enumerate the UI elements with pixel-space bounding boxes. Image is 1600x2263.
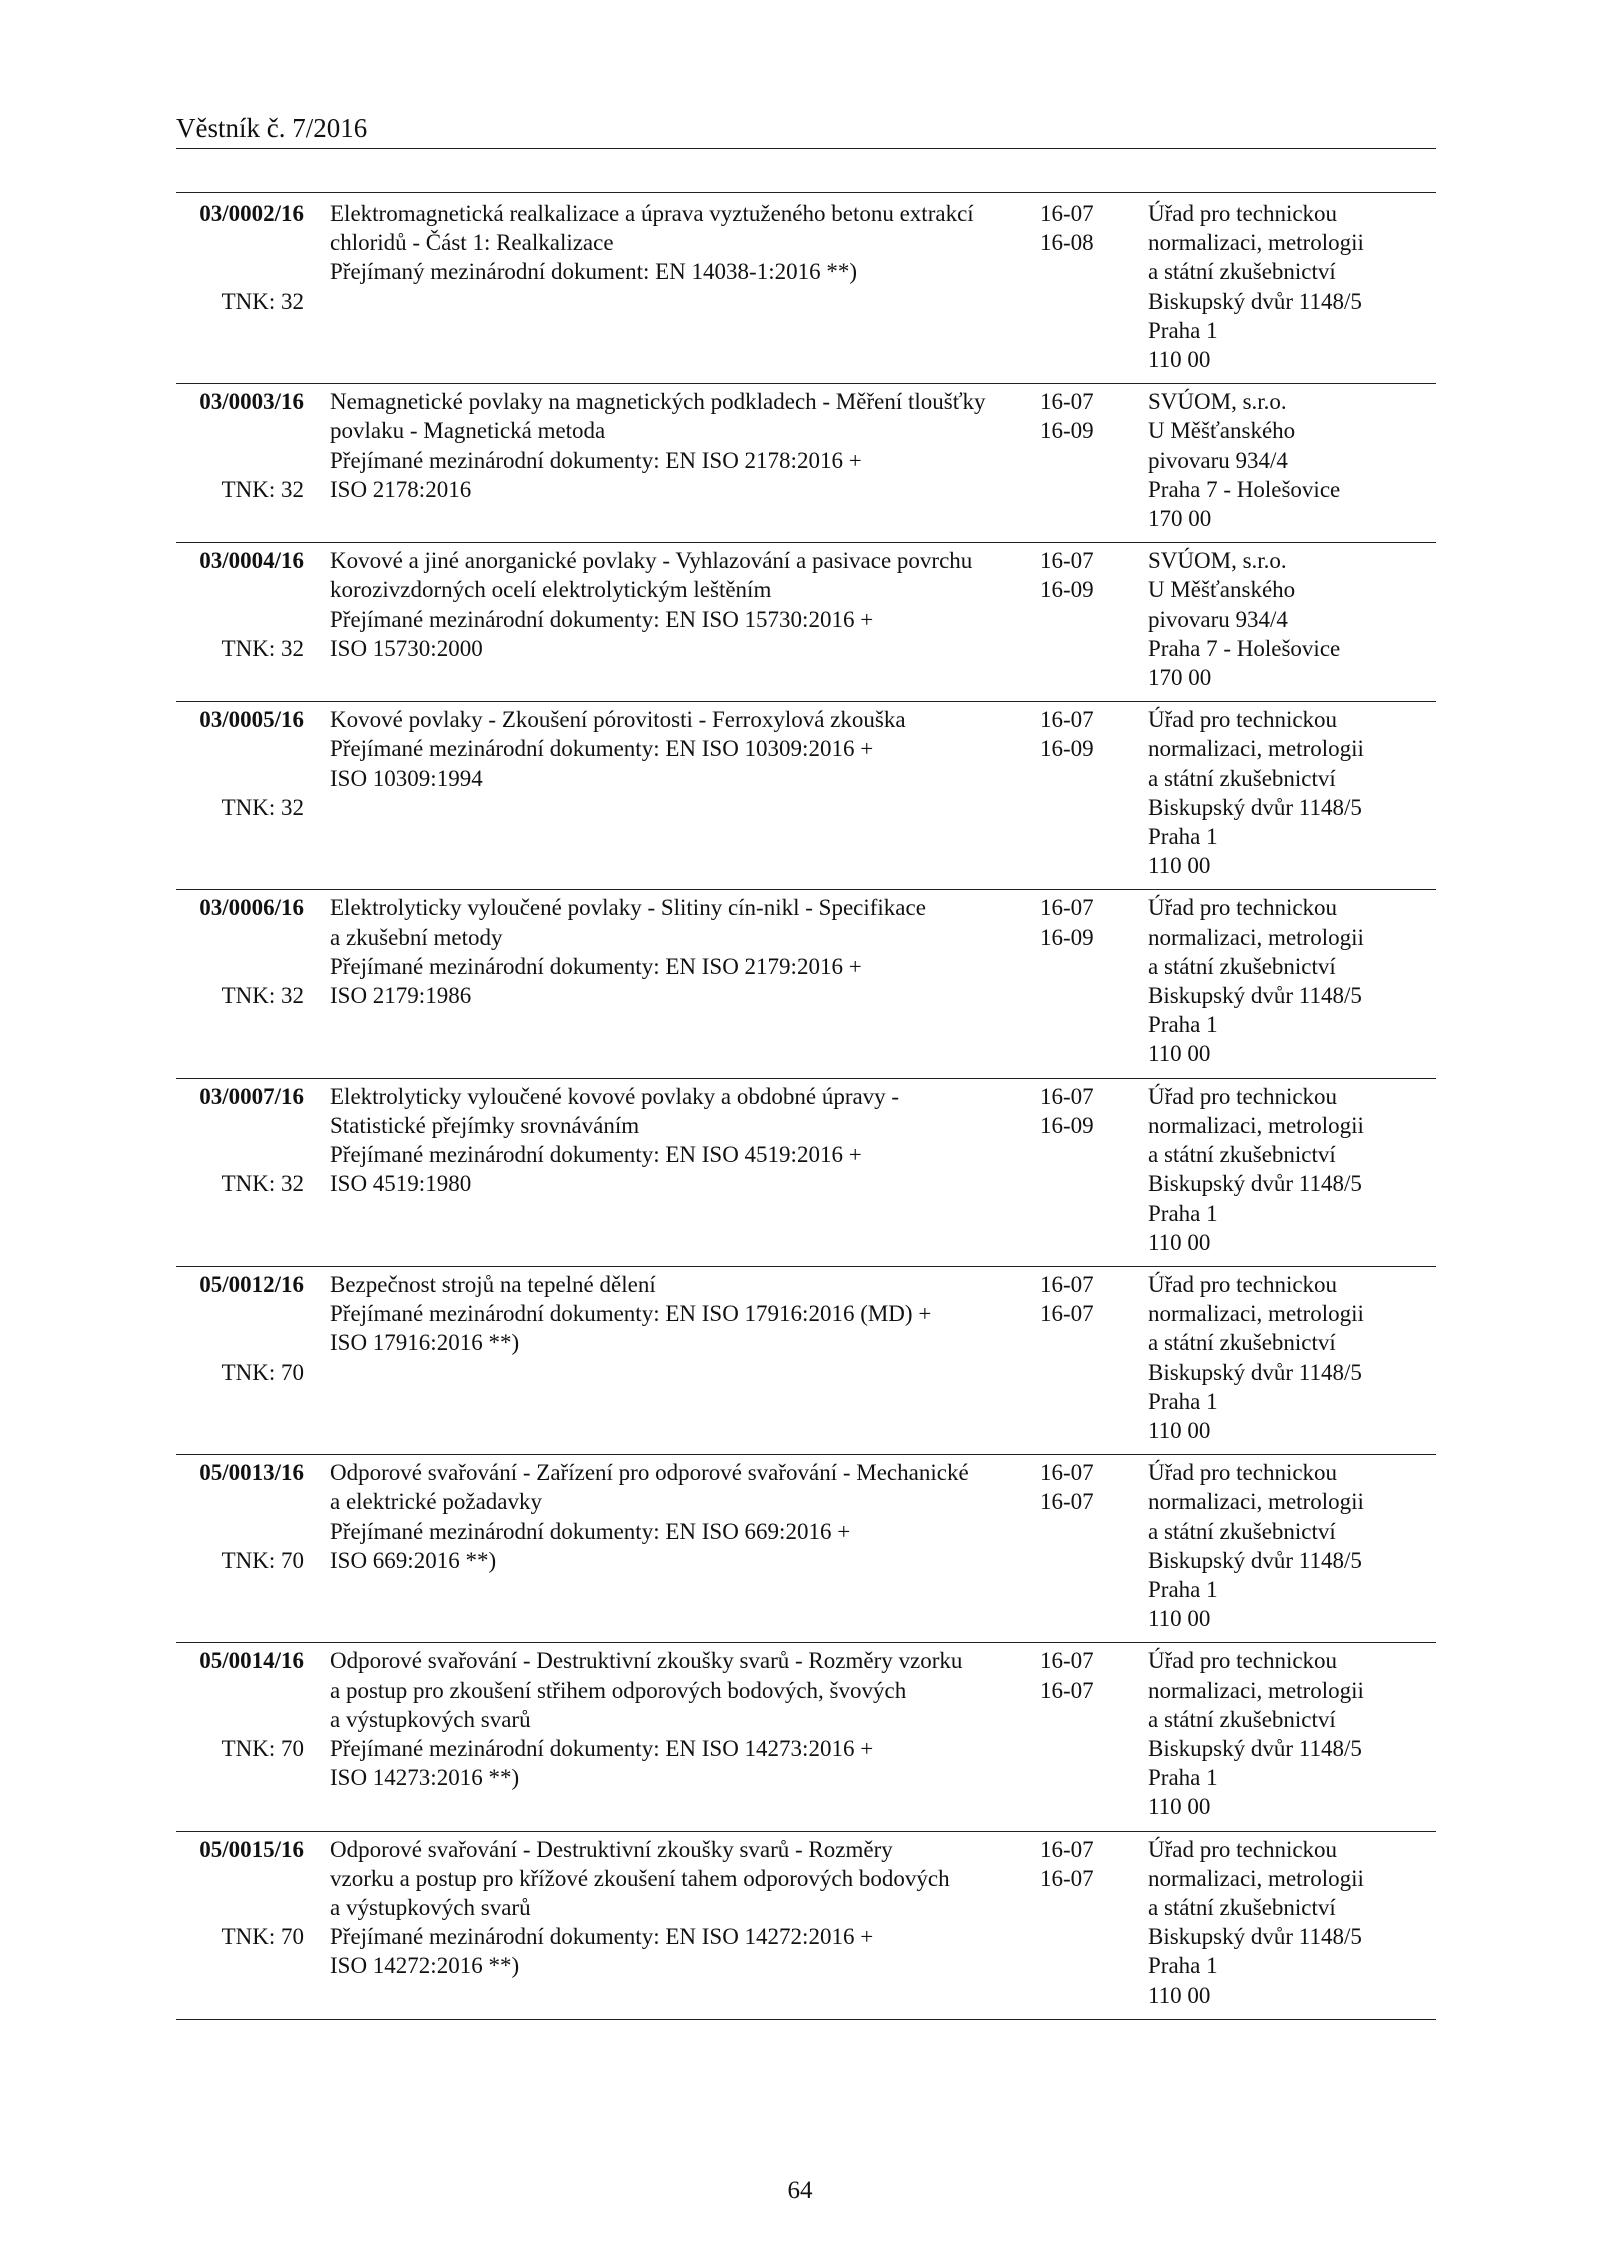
- entry-title-cell: [304, 702, 1030, 890]
- org-line: Praha 7 - Holešovice: [1148, 476, 1341, 502]
- entry-id: 03/0002/16: [199, 201, 304, 226]
- entry-dates-cell: [1030, 1831, 1140, 2019]
- entry-id-cell: [176, 702, 304, 890]
- tnk-label: TNK: 70: [221, 1924, 304, 1950]
- entry-org-cell: [1140, 543, 1436, 702]
- title-line: ISO 4519:1980: [330, 1171, 472, 1197]
- entry-id: 05/0014/16: [199, 1648, 304, 1674]
- org-line: normalizaci, metrologii: [1148, 230, 1364, 256]
- org-line: Praha 1: [1148, 1200, 1218, 1226]
- id-spacer: [176, 575, 304, 604]
- entry-dates-cell: [1030, 1455, 1140, 1643]
- title-line: Kovové a jiné anorganické povlaky - Vyhlazování a pasivace povrchu: [330, 548, 973, 574]
- page-number: 64: [787, 2177, 813, 2204]
- table-row: [176, 702, 1436, 890]
- entry-org-cell: [1140, 1643, 1436, 1831]
- id-spacer: [176, 1676, 304, 1705]
- date-value: 16-07: [1040, 1489, 1094, 1515]
- entry-title-cell: [304, 1078, 1030, 1266]
- title-line: Bezpečnost strojů na tepelné dělení: [330, 1271, 656, 1297]
- id-spacer: [176, 1111, 304, 1140]
- title-line: Statistické přejímky srovnáváním: [330, 1112, 640, 1138]
- date-value: 16-07: [1040, 895, 1094, 921]
- org-line: pivovaru 934/4: [1148, 447, 1288, 473]
- table-row: [176, 1643, 1436, 1831]
- date-value: 16-07: [1040, 548, 1094, 574]
- org-line: SVÚOM, s.r.o.: [1148, 389, 1287, 415]
- org-line: Úřad pro technickou: [1148, 707, 1338, 733]
- id-spacer: [176, 734, 304, 763]
- title-line: Nemagnetické povlaky na magnetických podkladech - Měření tloušťky: [330, 389, 986, 415]
- entry-title-cell: [304, 890, 1030, 1078]
- title-line: Přejímané mezinárodní dokumenty: EN ISO 2179:2016 +: [330, 953, 862, 979]
- entry-dates-cell: [1030, 1078, 1140, 1266]
- id-spacer: [176, 1487, 304, 1516]
- org-line: Praha 1: [1148, 824, 1218, 850]
- org-line: normalizaci, metrologii: [1148, 1489, 1364, 1515]
- id-spacer: [176, 923, 304, 952]
- date-value: 16-07: [1040, 1648, 1094, 1674]
- org-line: Biskupský dvůr 1148/5: [1148, 1359, 1362, 1385]
- org-line: a státní zkušebnictví: [1148, 1142, 1336, 1168]
- id-spacer: [176, 952, 304, 981]
- entry-dates-cell: [1030, 1266, 1140, 1454]
- title-line: ISO 669:2016 **): [330, 1547, 497, 1573]
- id-spacer: [176, 1517, 304, 1546]
- date-value: 16-07: [1040, 1865, 1094, 1891]
- org-line: normalizaci, metrologii: [1148, 1112, 1364, 1138]
- entry-org-cell: [1140, 702, 1436, 890]
- entry-org-cell: [1140, 1266, 1436, 1454]
- date-value: 16-09: [1040, 736, 1094, 762]
- entry-org-cell: [1140, 1078, 1436, 1266]
- table-row: [176, 890, 1436, 1078]
- entry-id: 05/0013/16: [199, 1460, 304, 1486]
- title-line: ISO 14273:2016 **): [330, 1765, 520, 1791]
- org-line: 110 00: [1148, 1794, 1211, 1820]
- org-line: Úřad pro technickou: [1148, 201, 1338, 226]
- org-line: Biskupský dvůr 1148/5: [1148, 1735, 1362, 1761]
- entry-id-cell: [176, 1078, 304, 1266]
- title-line: ISO 10309:1994: [330, 765, 483, 791]
- date-value: 16-07: [1040, 1271, 1094, 1297]
- id-spacer: [176, 605, 304, 634]
- org-line: Úřad pro technickou: [1148, 895, 1338, 921]
- date-value: 16-07: [1040, 1460, 1094, 1486]
- org-line: a státní zkušebnictví: [1148, 259, 1336, 285]
- id-spacer: [176, 1140, 304, 1169]
- table-row: [176, 1266, 1436, 1454]
- entry-org-cell: [1140, 1831, 1436, 2019]
- org-line: 110 00: [1148, 1982, 1211, 2008]
- tnk-label: TNK: 32: [221, 635, 304, 661]
- title-line: a postup pro zkoušení střihem odporových bodových, švových: [330, 1677, 907, 1703]
- org-line: Úřad pro technickou: [1148, 1271, 1338, 1297]
- title-line: Odporové svařování - Zařízení pro odporové svařování - Mechanické: [330, 1460, 969, 1486]
- org-line: 110 00: [1148, 1606, 1211, 1632]
- table-top-rule: [176, 192, 1436, 193]
- org-line: normalizaci, metrologii: [1148, 736, 1364, 762]
- org-line: pivovaru 934/4: [1148, 606, 1288, 632]
- entry-id-cell: [176, 890, 304, 1078]
- entry-id-cell: [176, 384, 304, 543]
- org-line: Úřad pro technickou: [1148, 1836, 1338, 1862]
- date-value: 16-09: [1040, 418, 1094, 444]
- entry-id: 03/0007/16: [199, 1083, 304, 1109]
- title-line: Přejímané mezinárodní dokumenty: EN ISO 10309:2016 +: [330, 736, 874, 762]
- org-line: normalizaci, metrologii: [1148, 924, 1364, 950]
- org-line: Praha 1: [1148, 1765, 1218, 1791]
- table-row: [176, 196, 1436, 384]
- title-line: a výstupkových svarů: [330, 1706, 531, 1732]
- table-row: [176, 384, 1436, 543]
- org-line: 170 00: [1148, 506, 1212, 532]
- title-line: Přejímané mezinárodní dokumenty: EN ISO 669:2016 +: [330, 1518, 851, 1544]
- title-line: a výstupkových svarů: [330, 1894, 531, 1920]
- tnk-label: TNK: 70: [221, 1735, 304, 1761]
- id-spacer: [176, 1893, 304, 1922]
- date-value: 16-09: [1040, 1112, 1094, 1138]
- org-line: Biskupský dvůr 1148/5: [1148, 1171, 1362, 1197]
- title-line: a zkušební metody: [330, 924, 503, 950]
- date-value: 16-07: [1040, 707, 1094, 733]
- entry-org-cell: [1140, 196, 1436, 384]
- entry-id: 03/0004/16: [199, 548, 304, 574]
- title-line: Přejímané mezinárodní dokumenty: EN ISO 14273:2016 +: [330, 1735, 874, 1761]
- entry-title-cell: [304, 1831, 1030, 2019]
- title-line: korozivzdorných ocelí elektrolytickým leštěním: [330, 577, 772, 603]
- date-value: 16-08: [1040, 230, 1094, 256]
- entry-id-cell: [176, 1455, 304, 1643]
- title-line: ISO 2178:2016: [330, 476, 472, 502]
- org-line: Praha 7 - Holešovice: [1148, 635, 1341, 661]
- tnk-label: TNK: 32: [221, 1171, 304, 1197]
- date-value: 16-07: [1040, 1083, 1094, 1109]
- page-header: [176, 112, 1436, 149]
- entry-id: 05/0015/16: [199, 1836, 304, 1862]
- id-spacer: [176, 228, 304, 257]
- date-value: 16-09: [1040, 577, 1094, 603]
- entry-dates-cell: [1030, 890, 1140, 1078]
- table-row: [176, 543, 1436, 702]
- org-line: a státní zkušebnictví: [1148, 1330, 1336, 1356]
- tnk-label: TNK: 70: [221, 1359, 304, 1385]
- entry-title-cell: [304, 384, 1030, 543]
- date-value: 16-07: [1040, 1301, 1094, 1327]
- org-line: normalizaci, metrologii: [1148, 1865, 1364, 1891]
- tnk-label: TNK: 32: [221, 476, 304, 502]
- entry-id: 03/0003/16: [199, 389, 304, 415]
- title-line: a elektrické požadavky: [330, 1489, 542, 1515]
- org-line: a státní zkušebnictví: [1148, 765, 1336, 791]
- org-line: Biskupský dvůr 1148/5: [1148, 1924, 1362, 1950]
- org-line: Úřad pro technickou: [1148, 1083, 1338, 1109]
- org-line: a státní zkušebnictví: [1148, 1894, 1336, 1920]
- org-line: Biskupský dvůr 1148/5: [1148, 288, 1362, 314]
- entry-id-cell: [176, 1266, 304, 1454]
- title-line: Elektromagnetická realkalizace a úprava vyztuženého betonu extrakcí: [330, 201, 974, 226]
- date-value: 16-07: [1040, 1677, 1094, 1703]
- org-line: Praha 1: [1148, 317, 1218, 343]
- org-line: Úřad pro technickou: [1148, 1648, 1338, 1674]
- title-line: Přejímané mezinárodní dokumenty: EN ISO 4519:2016 +: [330, 1142, 862, 1168]
- org-line: normalizaci, metrologii: [1148, 1301, 1364, 1327]
- entry-id: 03/0005/16: [199, 707, 304, 733]
- id-spacer: [176, 1705, 304, 1734]
- entry-id-cell: [176, 1831, 304, 2019]
- id-spacer: [176, 446, 304, 475]
- date-value: 16-07: [1040, 201, 1094, 226]
- title-line: vzorku a postup pro křížové zkoušení tahem odporových bodových: [330, 1865, 950, 1891]
- entry-id-cell: [176, 543, 304, 702]
- date-value: 16-07: [1040, 1836, 1094, 1862]
- org-line: Biskupský dvůr 1148/5: [1148, 1547, 1362, 1573]
- org-line: 110 00: [1148, 347, 1211, 373]
- org-line: SVÚOM, s.r.o.: [1148, 548, 1287, 574]
- date-value: 16-09: [1040, 924, 1094, 950]
- title-line: Přejímané mezinárodní dokumenty: EN ISO 15730:2016 +: [330, 606, 874, 632]
- id-spacer: [176, 1864, 304, 1893]
- title-line: Přejímané mezinárodní dokumenty: EN ISO 2178:2016 +: [330, 447, 862, 473]
- tnk-label: TNK: 32: [221, 794, 304, 820]
- entry-dates-cell: [1030, 1643, 1140, 1831]
- org-line: Biskupský dvůr 1148/5: [1148, 794, 1362, 820]
- org-line: Úřad pro technickou: [1148, 1460, 1338, 1486]
- entry-org-cell: [1140, 384, 1436, 543]
- org-line: 110 00: [1148, 1229, 1211, 1255]
- standards-table-body: [176, 196, 1436, 2019]
- journal-title: Věstník č. 7/2016: [176, 113, 368, 143]
- id-spacer: [176, 416, 304, 445]
- org-line: normalizaci, metrologii: [1148, 1677, 1364, 1703]
- tnk-label: TNK: 70: [221, 1547, 304, 1573]
- page-footer: [0, 2177, 1600, 2205]
- org-line: U Měšťanského: [1148, 418, 1296, 444]
- entry-org-cell: [1140, 890, 1436, 1078]
- entry-id: 05/0012/16: [199, 1271, 304, 1297]
- org-line: Praha 1: [1148, 1953, 1218, 1979]
- entry-title-cell: [304, 1455, 1030, 1643]
- tnk-label: TNK: 32: [221, 983, 304, 1009]
- tnk-label: TNK: 32: [221, 288, 304, 314]
- title-line: ISO 2179:1986: [330, 983, 472, 1009]
- org-line: Praha 1: [1148, 1576, 1218, 1602]
- entry-org-cell: [1140, 1455, 1436, 1643]
- title-line: ISO 15730:2000: [330, 635, 483, 661]
- title-line: Elektrolyticky vyloučené kovové povlaky a obdobné úpravy -: [330, 1083, 900, 1109]
- title-line: Odporové svařování - Destruktivní zkoušky svarů - Rozměry: [330, 1836, 893, 1862]
- id-spacer: [176, 764, 304, 793]
- title-line: chloridů - Část 1: Realkalizace: [330, 230, 614, 256]
- org-line: 110 00: [1148, 1417, 1211, 1443]
- org-line: a státní zkušebnictví: [1148, 953, 1336, 979]
- org-line: Praha 1: [1148, 1388, 1218, 1414]
- title-line: ISO 14272:2016 **): [330, 1953, 520, 1979]
- table-row: [176, 1455, 1436, 1643]
- org-line: 170 00: [1148, 665, 1212, 691]
- entry-id-cell: [176, 196, 304, 384]
- title-line: povlaku - Magnetická metoda: [330, 418, 606, 444]
- org-line: a státní zkušebnictví: [1148, 1706, 1336, 1732]
- entry-title-cell: [304, 543, 1030, 702]
- id-spacer: [176, 1328, 304, 1357]
- org-line: U Měšťanského: [1148, 577, 1296, 603]
- standards-table: [176, 196, 1436, 2020]
- entry-dates-cell: [1030, 543, 1140, 702]
- entry-id: 03/0006/16: [199, 895, 304, 921]
- entry-title-cell: [304, 196, 1030, 384]
- title-line: Kovové povlaky - Zkoušení pórovitosti - Ferroxylová zkouška: [330, 707, 906, 733]
- table-row: [176, 1078, 1436, 1266]
- title-line: Přejímané mezinárodní dokumenty: EN ISO 17916:2016 (MD) +: [330, 1301, 932, 1327]
- table-row: [176, 1831, 1436, 2019]
- title-line: Elektrolyticky vyloučené povlaky - Slitiny cín-nikl - Specifikace: [330, 895, 926, 921]
- id-spacer: [176, 1299, 304, 1328]
- entry-title-cell: [304, 1266, 1030, 1454]
- org-line: 110 00: [1148, 853, 1211, 879]
- title-line: Odporové svařování - Destruktivní zkoušky svarů - Rozměry vzorku: [330, 1648, 963, 1674]
- title-line: Přejímaný mezinárodní dokument: EN 14038-1:2016 **): [330, 259, 857, 285]
- org-line: Praha 1: [1148, 1012, 1218, 1038]
- entry-dates-cell: [1030, 702, 1140, 890]
- entry-dates-cell: [1030, 196, 1140, 384]
- entry-id-cell: [176, 1643, 304, 1831]
- org-line: a státní zkušebnictví: [1148, 1518, 1336, 1544]
- org-line: Biskupský dvůr 1148/5: [1148, 983, 1362, 1009]
- date-value: 16-07: [1040, 389, 1094, 415]
- org-line: 110 00: [1148, 1041, 1211, 1067]
- title-line: Přejímané mezinárodní dokumenty: EN ISO 14272:2016 +: [330, 1924, 874, 1950]
- entry-title-cell: [304, 1643, 1030, 1831]
- id-spacer: [176, 257, 304, 286]
- entry-dates-cell: [1030, 384, 1140, 543]
- title-line: ISO 17916:2016 **): [330, 1330, 520, 1356]
